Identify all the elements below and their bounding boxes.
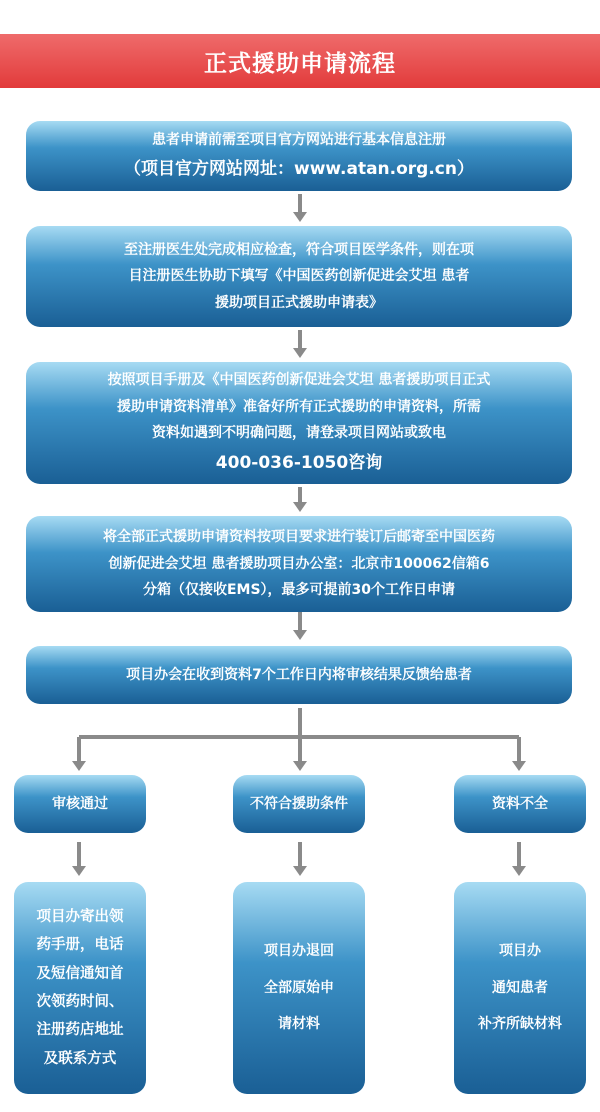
outcome-approved-label: 审核通过 <box>52 795 108 812</box>
title-banner <box>0 34 600 88</box>
detail-line: 项目办寄出领 <box>36 909 124 926</box>
step-1-register <box>26 121 572 191</box>
page-title: 正式援助申请流程 <box>204 50 396 77</box>
step-2-line-3: 援助项目正式援助申请表》 <box>215 294 383 311</box>
step-4-line-2: 创新促进会艾坦 患者援助项目办公室：北京市100062信箱6 <box>108 555 490 572</box>
outcome-incomplete-detail <box>454 882 586 1094</box>
detail-line: 注册药店地址 <box>36 1022 124 1039</box>
detail-line: 补齐所缺材料 <box>478 1016 562 1033</box>
outcome-not-eligible-label: 不符合援助条件 <box>250 795 348 812</box>
detail-line: 及联系方式 <box>43 1050 117 1067</box>
step-2-line-2: 目注册医生协助下填写《中国医药创新促进会艾坦 患者 <box>128 268 470 285</box>
step-4-mail-documents <box>26 516 572 612</box>
outcome-approved-detail <box>14 882 146 1094</box>
arrowhead <box>293 212 307 222</box>
step-3-line-2: 援助申请资料清单》准备好所有正式援助的申请资料，所需 <box>117 398 481 415</box>
detail-line: 项目办 <box>499 943 541 960</box>
step-3-line-3: 资料如遇到不明确问题，请登录项目网站或致电 <box>152 425 446 442</box>
step-1-line-1: 患者申请前需至项目官方网站进行基本信息注册 <box>152 131 446 148</box>
arrowhead <box>293 502 307 512</box>
step-3-line-1: 按照项目手册及《中国医药创新促进会艾坦 患者援助项目正式 <box>107 371 491 388</box>
detail-line: 药手册，电话 <box>36 937 124 954</box>
detail-line: 及短信通知首 <box>36 965 124 982</box>
step-5-review-feedback <box>26 646 572 704</box>
detail-line: 全部原始申 <box>264 979 334 996</box>
arrowhead <box>293 348 307 358</box>
step-4-line-1: 将全部正式援助申请资料按项目要求进行装订后邮寄至中国医药 <box>103 529 495 546</box>
detail-line: 项目办退回 <box>264 943 334 960</box>
arrowhead <box>293 761 307 771</box>
step-2-doctor-check <box>26 226 572 327</box>
outcome-incomplete <box>454 775 586 833</box>
step-3-prepare-documents <box>26 362 572 484</box>
step-4-line-3: 分箱（仅接收EMS），最多可提前30个工作日申请 <box>142 582 456 599</box>
step-2-line-1: 至注册医生处完成相应检查，符合项目医学条件，则在项 <box>124 241 474 258</box>
detail-line: 次领药时间、 <box>36 994 124 1010</box>
outcome-incomplete-label: 资料不全 <box>492 795 548 812</box>
outcome-not-eligible <box>233 775 365 833</box>
arrowhead <box>293 866 307 876</box>
outcome-not-eligible-detail <box>233 882 365 1094</box>
arrowhead <box>512 761 526 771</box>
step-1-line-2: （项目官方网站网址：www.atan.org.cn） <box>124 159 474 180</box>
step-3-line-4: 400-036-1050咨询 <box>215 452 383 473</box>
arrowhead <box>72 866 86 876</box>
arrowhead <box>512 866 526 876</box>
detail-line: 请材料 <box>278 1016 320 1033</box>
arrowhead <box>72 761 86 771</box>
arrowhead <box>293 630 307 640</box>
outcome-approved <box>14 775 146 833</box>
detail-line: 通知患者 <box>492 979 548 996</box>
step-5-line-1: 项目办会在收到资料7个工作日内将审核结果反馈给患者 <box>126 666 472 683</box>
